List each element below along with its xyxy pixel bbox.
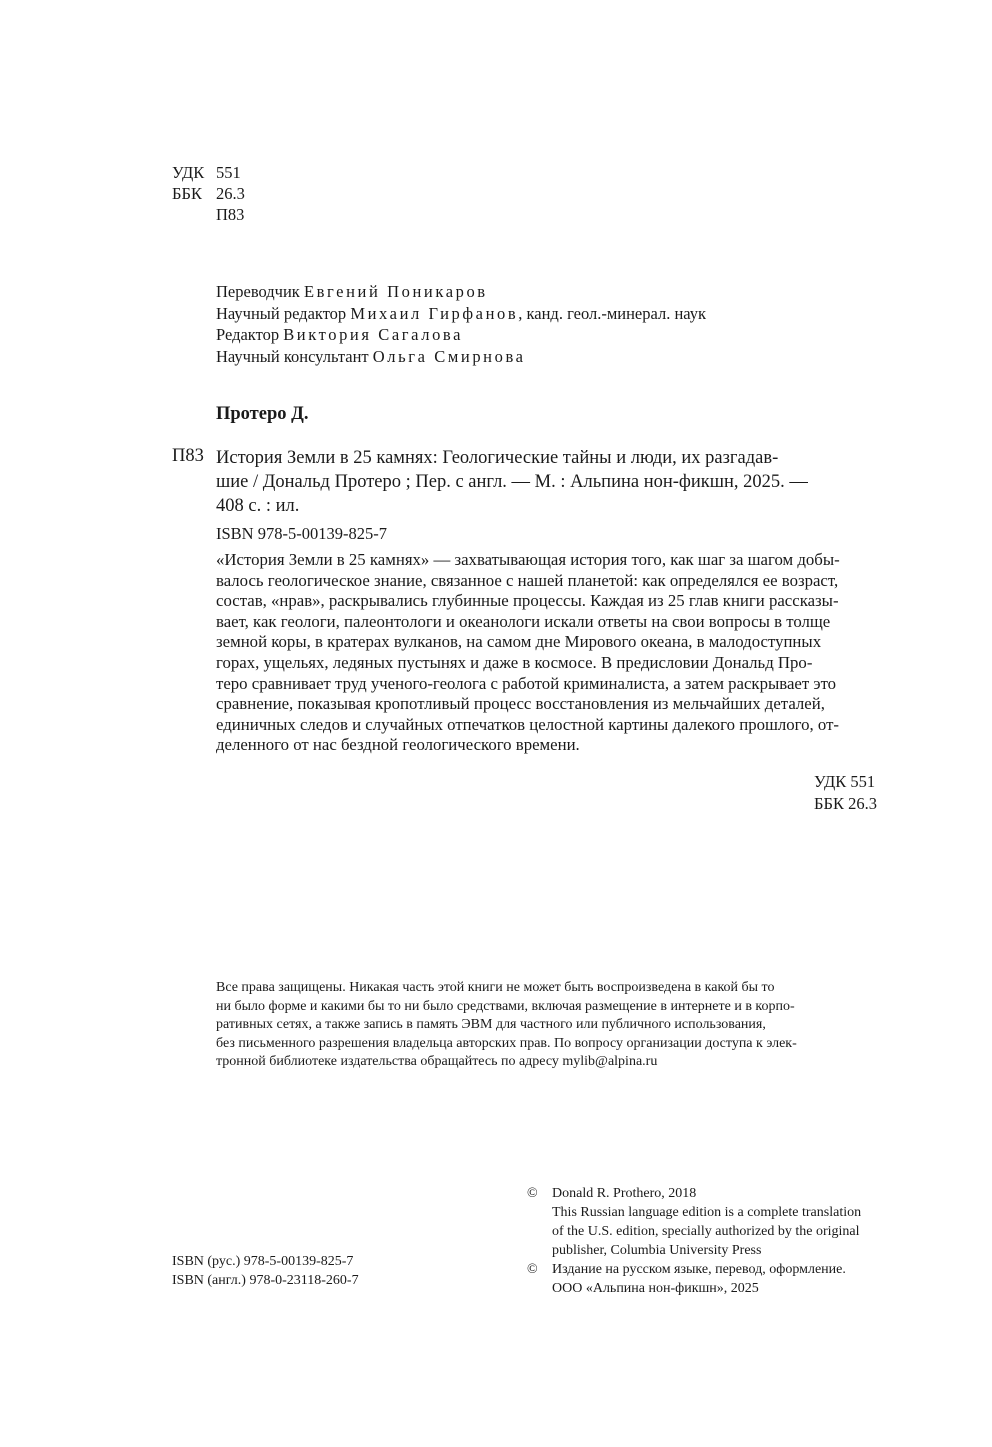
author-heading: Протеро Д. bbox=[216, 404, 309, 424]
rights-line: Все права защищены. Никакая часть этой книги не может быть воспроизведена в какой бы то bbox=[216, 980, 775, 995]
isbn-list bbox=[172, 1252, 359, 1290]
credit-science-editor bbox=[216, 303, 706, 325]
credit-suffix: , канд. геол.-минерал. наук bbox=[518, 303, 707, 323]
annotation-line: вает, как геологи, палеонтологи и океанологи искали ответы на свои вопросы в толще bbox=[216, 611, 831, 631]
bbk-code: ББК 26.3 bbox=[814, 794, 877, 813]
annotation-line: валось геологическое знание, связанное с нашей планетой: как определялся ее возраст, bbox=[216, 570, 839, 590]
credits-block bbox=[216, 281, 706, 367]
credit-editor bbox=[216, 324, 706, 346]
isbn-english: ISBN (англ.) 978-0-23118-260-7 bbox=[172, 1273, 359, 1288]
credit-role: Научный редактор bbox=[216, 303, 347, 323]
credit-role: Редактор bbox=[216, 325, 280, 344]
entry-line: шие / Дональд Протеро ; Пер. с англ. — М. : Альпина нон-фикшн, 2025. — bbox=[216, 472, 808, 492]
annotation-line: горах, ущельях, ледяных пустынях и даже в космосе. В предисловии Дональд Про- bbox=[216, 652, 813, 672]
credit-name: Ольга Смирнова bbox=[372, 346, 526, 366]
credit-name: Виктория Сагалова bbox=[283, 325, 464, 344]
credit-translator bbox=[216, 281, 706, 303]
entry-line: 408 с. : ил. bbox=[216, 496, 300, 516]
isbn-line: ISBN 978-5-00139-825-7 bbox=[216, 524, 387, 543]
classification-codes-right bbox=[814, 771, 877, 815]
rights-line: ни было форме и какими бы то ни было средствами, включая размещение в интернете и в корпо- bbox=[216, 998, 795, 1014]
credit-consultant bbox=[216, 346, 706, 368]
copyright-line: Donald R. Prothero, 2018 bbox=[552, 1186, 697, 1201]
copyright-symbol: © bbox=[527, 1262, 538, 1277]
rights-line: без письменного разрешения владельца авторских прав. По вопросу организации доступа к элек- bbox=[216, 1035, 797, 1051]
copyright-line: publisher, Columbia University Press bbox=[552, 1243, 762, 1258]
credit-name: Евгений Поникаров bbox=[303, 282, 488, 301]
author-mark-row bbox=[172, 204, 245, 225]
annotation-line: деленного от нас бездной геологического времени. bbox=[216, 735, 580, 755]
copyright-line: This Russian language edition is a complete translation bbox=[552, 1205, 862, 1220]
bbk-row bbox=[172, 183, 245, 204]
entry-line: История Земли в 25 камнях: Геологические тайны и люди, их разгадав- bbox=[216, 448, 779, 468]
bbk-label: ББК bbox=[172, 184, 202, 203]
credit-name: Михаил Гирфанов bbox=[350, 303, 519, 323]
bibliographic-entry bbox=[216, 446, 885, 518]
copyright-symbol: © bbox=[527, 1186, 538, 1201]
annotation bbox=[216, 550, 885, 756]
annotation-line: единичных следов и случайных отпечатков целостной картины далекого прошлого, от- bbox=[216, 714, 840, 734]
author-mark-value: П83 bbox=[216, 205, 245, 224]
udk-value: 551 bbox=[216, 163, 241, 182]
annotation-line: «История Земли в 25 камнях» — захватывающая история того, как шаг за шагом добы- bbox=[216, 550, 840, 569]
annotation-line: сравнение, показывая кропотливый процесс восстановления из мельчайших деталей, bbox=[216, 694, 825, 714]
credit-role: Переводчик bbox=[216, 282, 300, 301]
copyright-line: Издание на русском языке, перевод, оформление. bbox=[552, 1262, 846, 1277]
classification-codes bbox=[172, 162, 245, 225]
copyright-russian bbox=[527, 1260, 887, 1298]
rights-line: ративных сетях, а также запись в память ЭВМ для частного или публичного использования, bbox=[216, 1017, 766, 1032]
entry-code: П83 bbox=[172, 446, 204, 466]
annotation-line: теро сравнивает труд ученого-геолога с работой криминалиста, а затем раскрывает это bbox=[216, 673, 837, 693]
udk-row bbox=[172, 162, 245, 183]
copyright-original bbox=[527, 1184, 887, 1260]
bbk-value: 26.3 bbox=[216, 184, 245, 203]
annotation-line: состав, «нрав», раскрывались глубинные процессы. Каждая из 25 глав книги рассказы- bbox=[216, 591, 839, 611]
copyright-block bbox=[527, 1184, 887, 1298]
credit-role: Научный консультант bbox=[216, 346, 369, 366]
rights-line: тронной библиотеке издательства обращайтесь по адресу mylib@alpina.ru bbox=[216, 1054, 658, 1069]
rights-notice bbox=[216, 979, 885, 1072]
isbn-russian: ISBN (рус.) 978-5-00139-825-7 bbox=[172, 1254, 354, 1269]
udk-label: УДК bbox=[172, 163, 205, 182]
copyright-line: of the U.S. edition, specially authorized by the original bbox=[552, 1224, 860, 1239]
copyright-line: ООО «Альпина нон-фикшн», 2025 bbox=[552, 1281, 759, 1296]
udk-code: УДК 551 bbox=[814, 772, 876, 791]
annotation-line: земной коры, в кратерах вулканов, на самом дне Мирового океана, в малодоступных bbox=[216, 632, 822, 652]
